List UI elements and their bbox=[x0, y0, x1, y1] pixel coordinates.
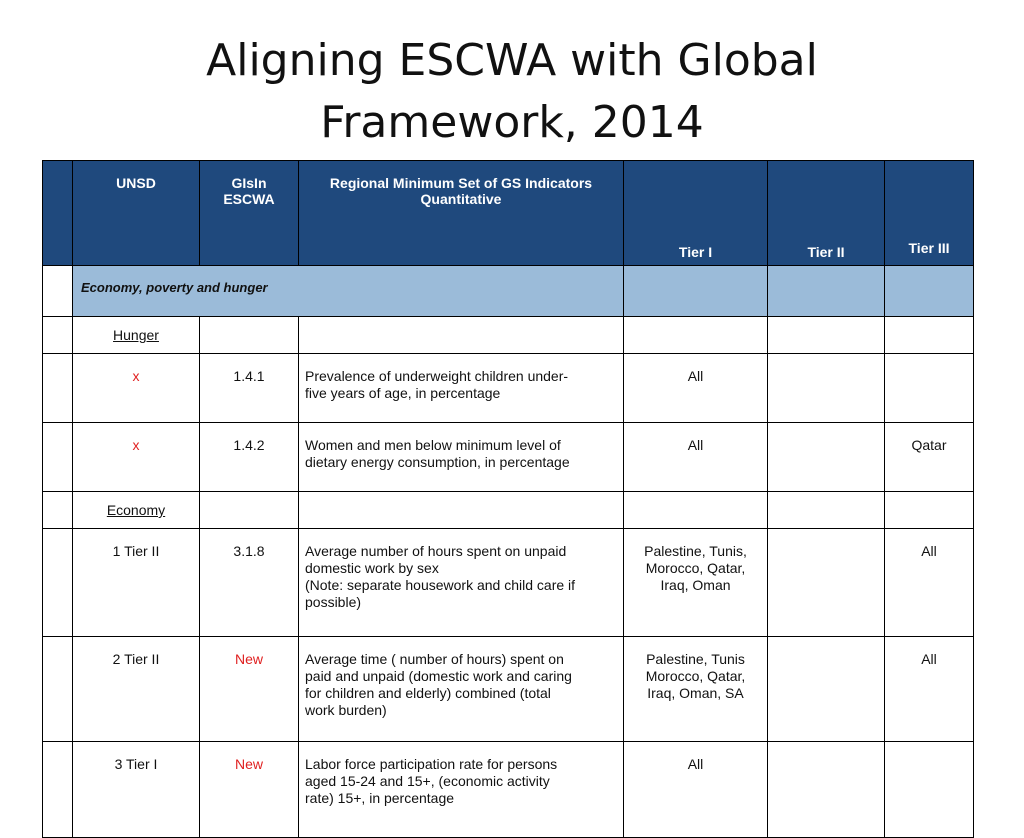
indicator-cell: Average number of hours spent on unpaid domestic work by sex (Note: separate housework and child care if possible) bbox=[299, 529, 624, 637]
tier1-cell: All bbox=[624, 742, 768, 838]
unsd-cell: 3 Tier I bbox=[73, 742, 200, 838]
unsd-cell: x bbox=[73, 354, 200, 423]
tier1-cell: Palestine, Tunis, Morocco, Qatar, Iraq, Oman bbox=[624, 529, 768, 637]
tier3-cell: All bbox=[885, 529, 974, 637]
header-regional bbox=[299, 161, 624, 266]
tier2-cell bbox=[768, 423, 885, 492]
slide-title bbox=[0, 30, 1024, 154]
gisin-cell: 1.4.1 bbox=[200, 354, 299, 423]
header-tier2: Tier II bbox=[768, 161, 885, 266]
header-regional-line2: Quantitative bbox=[420, 191, 502, 207]
header-gisin bbox=[200, 161, 299, 266]
tier3-cell bbox=[885, 742, 974, 838]
unsd-cell: 2 Tier II bbox=[73, 637, 200, 742]
tier1-cell: All bbox=[624, 354, 768, 423]
header-row bbox=[43, 161, 974, 266]
section-blank-cell bbox=[43, 266, 73, 317]
table-row bbox=[43, 742, 974, 838]
tier2-cell bbox=[768, 354, 885, 423]
table-row bbox=[43, 637, 974, 742]
subsection-row-economy bbox=[43, 492, 974, 529]
indicator-cell: Average time ( number of hours) spent on paid and unpaid (domestic work and caring for children and elderly) combined (total work burden) bbox=[299, 637, 624, 742]
header-regional-line1: Regional Minimum Set of GS Indicators bbox=[329, 175, 593, 191]
tier3-cell bbox=[885, 354, 974, 423]
table-row bbox=[43, 423, 974, 492]
section-row bbox=[43, 266, 974, 317]
tier1-cell: Palestine, Tunis Morocco, Qatar, Iraq, Oman, SA bbox=[624, 637, 768, 742]
indicator-cell: Prevalence of underweight children under- five years of age, in percentage bbox=[299, 354, 624, 423]
tier2-cell bbox=[768, 637, 885, 742]
indicator-table bbox=[42, 160, 974, 838]
title-line-2: Framework, 2014 bbox=[320, 97, 704, 148]
tier3-cell: All bbox=[885, 637, 974, 742]
section-label: Economy, poverty and hunger bbox=[73, 266, 624, 317]
tier3-cell: Qatar bbox=[885, 423, 974, 492]
section-tier2-cell bbox=[768, 266, 885, 317]
section-tier3-cell bbox=[885, 266, 974, 317]
tier2-cell bbox=[768, 529, 885, 637]
gisin-cell: New bbox=[200, 742, 299, 838]
header-gisin-line1: GIsIn bbox=[231, 175, 267, 191]
header-blank-cell bbox=[43, 161, 73, 266]
header-tier1: Tier I bbox=[624, 161, 768, 266]
unsd-cell: 1 Tier II bbox=[73, 529, 200, 637]
header-tier3: Tier III bbox=[885, 161, 974, 266]
gisin-cell: 3.1.8 bbox=[200, 529, 299, 637]
subsection-row-hunger bbox=[43, 317, 974, 354]
table-row bbox=[43, 354, 974, 423]
gisin-cell: 1.4.2 bbox=[200, 423, 299, 492]
indicator-cell: Women and men below minimum level of dietary energy consumption, in percentage bbox=[299, 423, 624, 492]
tier1-cell: All bbox=[624, 423, 768, 492]
subsection-label-economy: Economy bbox=[73, 492, 200, 529]
indicator-cell: Labor force participation rate for persons aged 15-24 and 15+, (economic activity rate) 15+, in percentage bbox=[299, 742, 624, 838]
tier2-cell bbox=[768, 742, 885, 838]
gisin-cell: New bbox=[200, 637, 299, 742]
header-unsd: UNSD bbox=[73, 161, 200, 266]
header-gisin-line2: ESCWA bbox=[223, 191, 275, 207]
subsection-label-hunger: Hunger bbox=[73, 317, 200, 354]
title-line-1: Aligning ESCWA with Global bbox=[206, 35, 818, 86]
section-tier1-cell bbox=[624, 266, 768, 317]
table-row bbox=[43, 529, 974, 637]
unsd-cell: x bbox=[73, 423, 200, 492]
